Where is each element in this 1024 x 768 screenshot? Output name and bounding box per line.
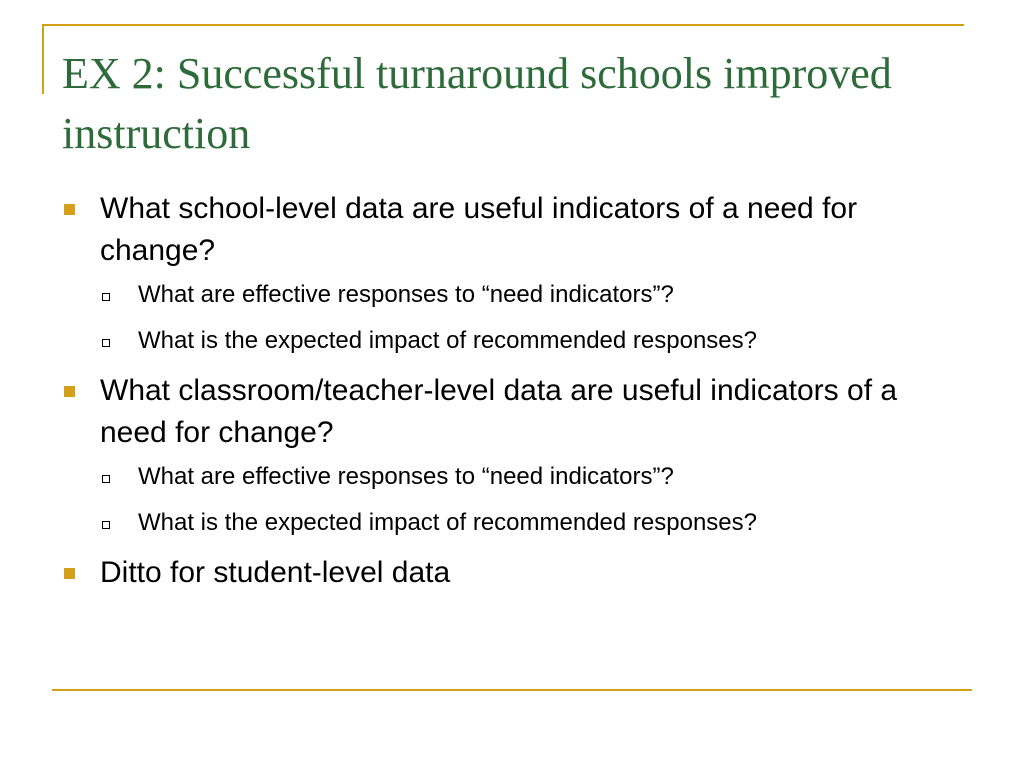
sub-bullet-text: What is the expected impact of recommended responses? <box>138 327 757 354</box>
hollow-square-bullet-icon <box>102 293 110 301</box>
bullet-item-1 <box>62 188 962 272</box>
bullet-text: Ditto for student-level data <box>100 556 451 589</box>
sub-bullet-item <box>62 278 962 312</box>
bullet-item-2 <box>62 370 962 454</box>
hollow-square-bullet-icon <box>102 475 110 483</box>
slide-body <box>62 188 962 600</box>
frame-bottom-rule <box>52 689 972 691</box>
hollow-square-bullet-icon <box>102 339 110 347</box>
sub-bullet-list-2 <box>62 460 962 540</box>
sub-bullet-item <box>62 460 962 494</box>
hollow-square-bullet-icon <box>102 521 110 529</box>
frame-left-rule <box>42 24 44 94</box>
sub-bullet-text: What are effective responses to “need indicators”? <box>138 281 674 308</box>
slide-title: EX 2: Successful turnaround schools improved instruction <box>62 49 892 158</box>
sub-bullet-item <box>62 324 962 358</box>
bullet-text: What school-level data are useful indicators of a need for change? <box>100 192 858 267</box>
square-bullet-icon <box>64 204 75 215</box>
frame-top-rule <box>42 24 964 26</box>
sub-bullet-text: What is the expected impact of recommended responses? <box>138 509 757 536</box>
bullet-text: What classroom/teacher-level data are useful indicators of a need for change? <box>100 374 898 449</box>
sub-bullet-list-1 <box>62 278 962 358</box>
sub-bullet-text: What are effective responses to “need indicators”? <box>138 463 674 490</box>
square-bullet-icon <box>64 568 75 579</box>
square-bullet-icon <box>64 386 75 397</box>
bullet-item-3 <box>62 552 962 594</box>
sub-bullet-item <box>62 506 962 540</box>
